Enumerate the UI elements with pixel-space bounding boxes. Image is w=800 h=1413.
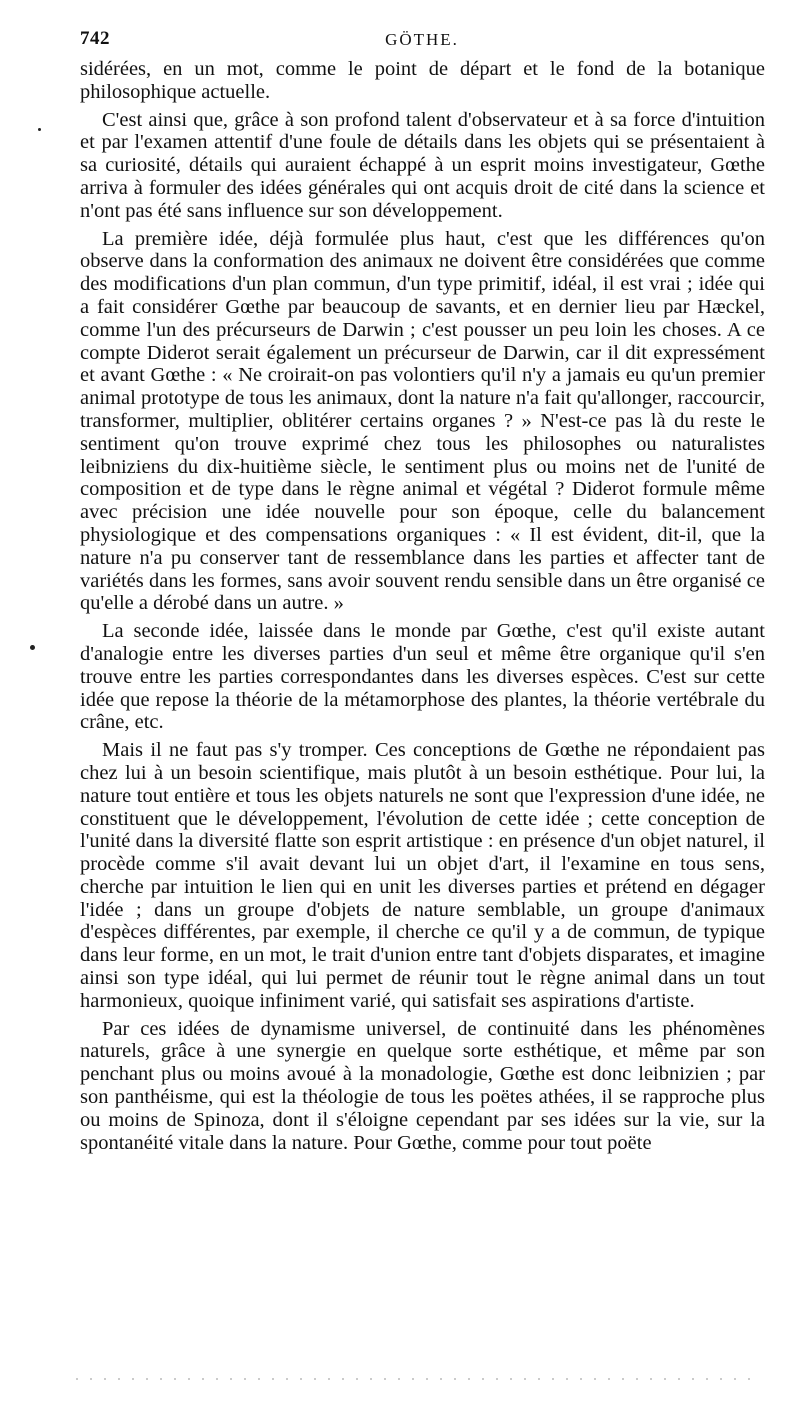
- page-header: [80, 28, 764, 56]
- paragraph: sidérées, en un mot, comme le point de départ et le fond de la botanique philosophique actuelle.: [80, 58, 765, 103]
- margin-mark: [30, 645, 35, 650]
- body-text: [80, 58, 765, 1159]
- page-number: 742: [80, 28, 110, 49]
- paragraph: La seconde idée, laissée dans le monde par Gœthe, c'est qu'il existe autant d'analogie entre les diverses parties d'un seul et même être organique qu'il s'en trouve entre les parties correspondantes dans les diverses espèces. C'est sur cette idée que repose la théorie de la métamorphose des plantes, la théorie vertébrale du crâne, etc.: [80, 620, 765, 734]
- scan-noise: [70, 1378, 750, 1380]
- paragraph: C'est ainsi que, grâce à son profond talent d'observateur et à sa force d'intuition et par l'examen attentif d'une foule de détails dans les objets qui se présentaient à sa curiosité, détails qui auraient échappé à un esprit moins investigateur, Gœthe arriva à formuler des idées générales qui ont acquis droit de cité dans la science et n'ont pas été sans influence sur son développement.: [80, 108, 765, 222]
- paragraph: La première idée, déjà formulée plus haut, c'est que les différences qu'on observe dans la conformation des animaux ne doivent être considérées que comme des modifications d'un plan commun, d'un type primitif, idéal, il est vrai ; idée qui a fait considérer Gœthe par beaucoup de savants, et en dernier lieu par Hæckel, comme l'un des précurseurs de Darwin ; c'est pousser un peu loin les choses. A ce compte Diderot serait également un précurseur de Darwin, car il dit expressément et avant Gœthe : « Ne croirait-on pas volontiers qu'il n'y a jamais eu qu'un premier animal prototype de tous les animaux, dont la nature n'a fait qu'allonger, raccourcir, transformer, multiplier, oblitérer certains organes ? » N'est-ce pas là du reste le sentiment qu'on trouve exprimé chez tous les philosophes ou naturalistes leibniziens du dix-huitième siècle, le sentiment plus ou moins net de l'unité de composition et de type dans le règne animal et végétal ? Diderot formule même avec précision une idée nouvelle pour son époque, celle du balancement physiologique et des compensations organiques : « Il est évident, dit-il, que la nature n'a pu conserver tant de ressemblance dans les parties et affecter tant de variétés dans les formes, sans avoir souvent rendu sensible dans un être organisé ce qu'elle a dérobé dans un autre. »: [80, 227, 765, 615]
- running-head: GÖTHE.: [385, 30, 459, 49]
- paragraph: Mais il ne faut pas s'y tromper. Ces conceptions de Gœthe ne répondaient pas chez lui à un besoin scientifique, mais plutôt à un besoin esthétique. Pour lui, la nature tout entière et tous les objets naturels ne sont que l'expression d'une idée, ne constituent que le développement, l'évolution de cette idée ; cette conception de l'unité dans la diversité flatte son esprit artistique : en présence d'un objet naturel, il procède comme s'il avait devant lui un objet d'art, il l'examine en tous sens, cherche par intuition le lien qui en unit les diverses parties et prétend en dégager l'idée ; dans un groupe d'objets de nature semblable, un groupe d'animaux d'espèces différentes, par exemple, il cherche ce qu'il y a de commun, de typique dans leur forme, en un mot, le trait d'union entre tant d'objets disparates, et imagine ainsi son type idéal, qui lui permet de réunir tout le règne animal dans un tout harmonieux, quoique infiniment varié, qui satisfait ses aspirations d'artiste.: [80, 739, 765, 1012]
- margin-mark: [38, 128, 41, 131]
- paragraph: Par ces idées de dynamisme universel, de continuité dans les phénomènes naturels, grâce à une synergie en quelque sorte esthétique, et même par son penchant plus ou moins avoué à la monadologie, Gœthe est donc leibnizien ; par son panthéisme, qui est la théologie de tous les poëtes athées, il se rapproche plus ou moins de Spinoza, dont il s'éloigne cependant par ses idées sur la vie, sur la spontanéité vitale dans la nature. Pour Gœthe, comme pour tout poëte: [80, 1017, 765, 1154]
